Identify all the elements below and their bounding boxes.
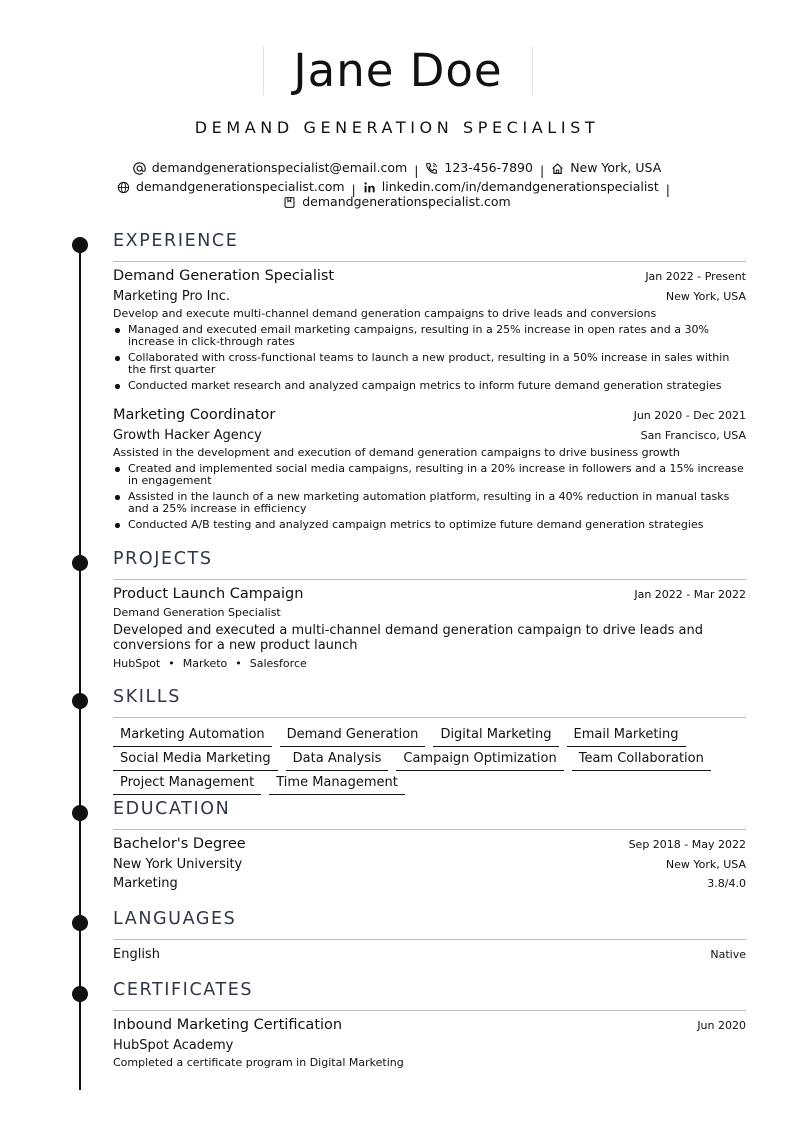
gpa: 3.8/4.0 <box>707 877 746 890</box>
section-title-languages: LANGUAGES <box>113 909 237 929</box>
linkedin-contact[interactable] <box>363 179 659 195</box>
home-icon <box>551 162 564 175</box>
skill-chip: Digital Marketing <box>433 726 558 747</box>
job-dates: Jun 2020 - Dec 2021 <box>633 409 746 422</box>
skill-chip: Marketing Automation <box>113 726 272 747</box>
timeline-line <box>79 245 81 1090</box>
contact-separator: | <box>539 162 545 178</box>
website-text: demandgenerationspecialist.com <box>136 179 345 194</box>
keyword: HubSpot <box>113 657 161 670</box>
section-title-education: EDUCATION <box>113 799 231 819</box>
list-item: Conducted A/B testing and analyzed campaign metrics to optimize future demand generation strategies <box>113 519 746 531</box>
language-level: Native <box>710 948 746 961</box>
skill-chip: Project Management <box>113 774 261 795</box>
project-keywords <box>113 657 307 670</box>
keyword-separator: • <box>235 657 242 670</box>
email-text: demandgenerationspecialist@email.com <box>151 160 408 175</box>
section-title-projects: PROJECTS <box>113 549 213 569</box>
location-contact <box>551 160 661 176</box>
certificate-name: Inbound Marketing Certification <box>113 1017 343 1033</box>
timeline-dot <box>72 805 88 821</box>
job-summary: Assisted in the development and execution of demand generation campaigns to drive business growth <box>113 446 680 459</box>
candidate-role: DEMAND GENERATION SPECIALIST <box>194 118 600 137</box>
job-location: San Francisco, USA <box>640 429 746 442</box>
linkedin-text: linkedin.com/in/demandgenerationspecialist <box>381 179 659 194</box>
candidate-name: Jane Doe <box>293 44 503 97</box>
section-title-skills: SKILLS <box>113 687 181 707</box>
list-item: Collaborated with cross-functional teams to launch a new product, resulting in a 50% increase in sales within the first quarter <box>113 352 746 376</box>
bookmark-icon <box>283 196 296 209</box>
school-name: New York University <box>113 857 243 872</box>
contact-line-1 <box>0 160 794 179</box>
timeline-dot <box>72 237 88 253</box>
contact-line-3 <box>0 194 794 213</box>
contact-separator: | <box>665 181 670 197</box>
email-contact[interactable] <box>133 160 407 176</box>
timeline-dot <box>72 693 88 709</box>
skill-chip: Time Management <box>269 774 405 795</box>
job-location: New York, USA <box>665 290 746 303</box>
certificate-date: Jun 2020 <box>697 1019 746 1032</box>
job-title: Marketing Coordinator <box>113 407 276 423</box>
field-of-study: Marketing <box>113 876 178 891</box>
section-divider <box>113 261 746 262</box>
school-location: New York, USA <box>665 858 746 871</box>
section-divider <box>113 829 746 830</box>
contact-separator: | <box>351 181 356 197</box>
contact-separator: | <box>414 162 419 178</box>
job-dates: Jan 2022 - Present <box>645 270 746 283</box>
project-header <box>113 586 746 602</box>
section-divider <box>113 1010 746 1011</box>
job-bullets <box>113 324 746 396</box>
keyword: Salesforce <box>249 657 307 670</box>
list-item: Created and implemented social media campaigns, resulting in a 20% increase in followers and a 15% increase in engagement <box>113 463 746 487</box>
skill-chip: Data Analysis <box>286 750 389 771</box>
skill-chip: Campaign Optimization <box>396 750 563 771</box>
project-title: Product Launch Campaign <box>113 586 304 602</box>
language-name: English <box>113 947 160 962</box>
list-item: Managed and executed email marketing campaigns, resulting in a 25% increase in open rates and a 30% increase in click-through rates <box>113 324 746 348</box>
experience-header <box>113 407 746 423</box>
certificate-issuer-row <box>113 1038 746 1053</box>
skills-list <box>113 723 753 795</box>
job-summary: Develop and execute multi-channel demand generation campaigns to drive leads and conversions <box>113 307 657 320</box>
education-dates: Sep 2018 - May 2022 <box>628 838 746 851</box>
list-item: Conducted market research and analyzed campaign metrics to inform future demand generation strategies <box>113 380 746 392</box>
keyword: Marketo <box>182 657 228 670</box>
portfolio-text: demandgenerationspecialist.com <box>302 194 511 209</box>
section-title-experience: EXPERIENCE <box>113 231 239 251</box>
company-name: Marketing Pro Inc. <box>113 289 231 304</box>
certificate-header <box>113 1017 746 1033</box>
keyword-separator: • <box>168 657 175 670</box>
list-item: Assisted in the launch of a new marketing automation platform, resulting in a 40% reduction in manual tasks and a 25% increase in efficiency <box>113 491 746 515</box>
experience-subheader <box>113 428 746 443</box>
certificate-summary: Completed a certificate program in Digital Marketing <box>113 1056 404 1069</box>
education-subheader <box>113 857 746 872</box>
education-details <box>113 876 746 891</box>
timeline-dot <box>72 915 88 931</box>
section-divider <box>113 939 746 940</box>
name-box <box>263 44 533 97</box>
section-divider <box>113 579 746 580</box>
section-divider <box>113 717 746 718</box>
section-title-certificates: CERTIFICATES <box>113 980 254 1000</box>
project-dates: Jan 2022 - Mar 2022 <box>634 588 746 601</box>
language-row <box>113 947 746 962</box>
company-name: Growth Hacker Agency <box>113 428 262 443</box>
job-title: Demand Generation Specialist <box>113 268 335 284</box>
degree: Bachelor's Degree <box>113 836 246 852</box>
phone-contact[interactable] <box>425 160 533 176</box>
experience-header <box>113 268 746 284</box>
experience-subheader <box>113 289 746 304</box>
certificate-issuer: HubSpot Academy <box>113 1038 234 1053</box>
phone-icon <box>425 162 438 175</box>
skill-chip: Email Marketing <box>567 726 686 747</box>
portfolio-contact[interactable] <box>283 194 510 210</box>
linkedin-icon <box>363 181 376 194</box>
education-header <box>113 836 746 852</box>
skill-chip: Demand Generation <box>280 726 426 747</box>
skill-chip: Team Collaboration <box>572 750 711 771</box>
timeline-dot <box>72 555 88 571</box>
location-text: New York, USA <box>570 160 662 175</box>
globe-icon <box>117 181 130 194</box>
project-role: Demand Generation Specialist <box>113 606 281 619</box>
project-description: Developed and executed a multi-channel demand generation campaign to drive leads and conversions for a new product launch <box>113 623 703 653</box>
timeline-dot <box>72 986 88 1002</box>
skill-chip: Social Media Marketing <box>113 750 278 771</box>
job-bullets <box>113 463 746 535</box>
website-contact[interactable] <box>117 179 344 195</box>
phone-text: 123-456-7890 <box>444 160 533 175</box>
at-icon <box>133 162 146 175</box>
